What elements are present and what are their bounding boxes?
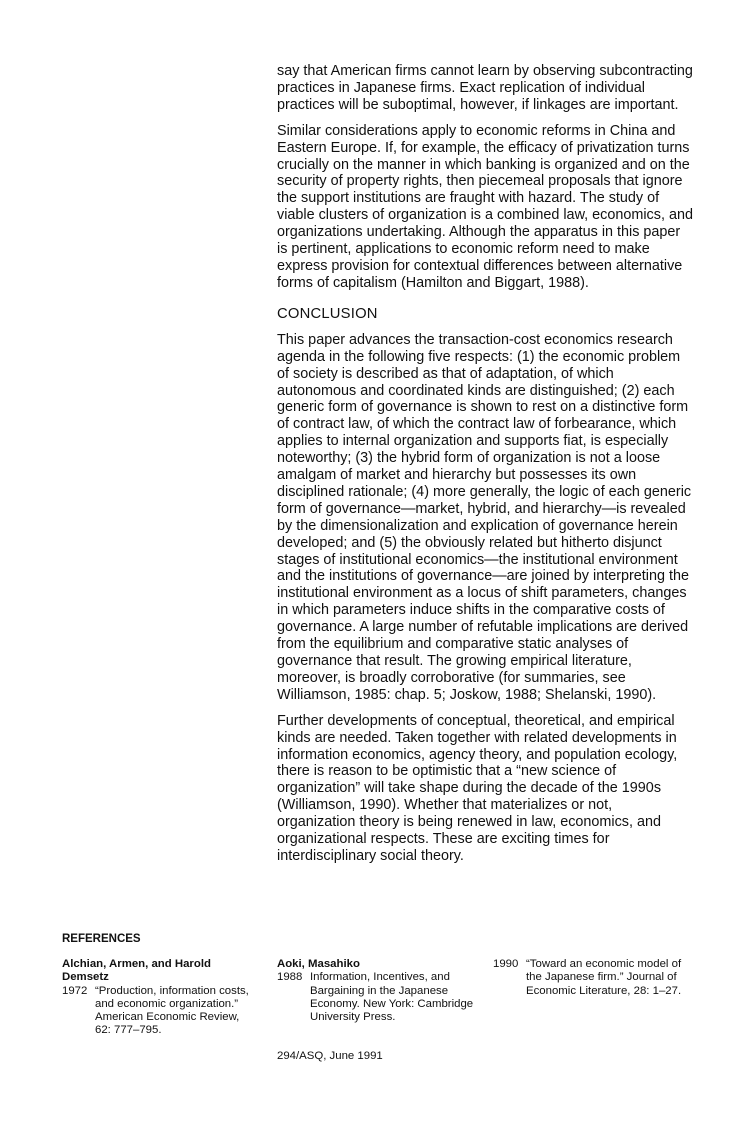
reference-text: “Toward an economic model of the Japanese firm.” Journal of Economic Literature, 28: 1–27. bbox=[526, 958, 682, 997]
reference-year: 1990 bbox=[493, 958, 519, 970]
reference-citation bbox=[277, 971, 477, 1024]
body-paragraph: Similar considerations apply to economic reforms in China and Eastern Europe. If, for example, the efficacy of privatization turns crucially on the manner in which banking is organized and on the security of property rights, then piecemeal proposals that ignore the support institutions are fraught with hazard. The study of viable clusters of organization is a combined law, economics, and organizations undertaking. Although the apparatus in this paper is pertinent, applications to economic reform need to make express provision for contextual differences between alternative forms of capitalism (Hamilton and Biggart, 1988). bbox=[277, 122, 693, 291]
reference-entry bbox=[493, 958, 698, 998]
reference-text: “Production, information costs, and economic organization.” American Economic Review, 62: 777–795. bbox=[95, 984, 249, 1037]
body-paragraph: say that American firms cannot learn by observing subcontracting practices in Japanese firms. Exact replication of individual practices will be suboptimal, however, if linkages are important. bbox=[277, 63, 693, 113]
journal-issue: ASQ, June 1991 bbox=[299, 1050, 383, 1062]
reference-citation bbox=[62, 985, 257, 1038]
reference-author: Aoki, Masahiko bbox=[277, 958, 360, 970]
reference-text: Information, Incentives, and Bargaining in the Japanese Economy. New York: Cambridge University Press. bbox=[310, 971, 474, 1024]
reference-entry bbox=[62, 958, 257, 1038]
reference-year: 1988 bbox=[277, 971, 303, 984]
reference-entry bbox=[277, 958, 477, 1024]
page-footer bbox=[277, 1050, 383, 1062]
reference-year: 1972 bbox=[62, 984, 88, 997]
reference-author: Alchian, Armen, and Harold Demsetz bbox=[62, 958, 211, 984]
reference-citation bbox=[493, 958, 698, 998]
conclusion-paragraph: This paper advances the transaction-cost economics research agenda in the following five respects: (1) the economic problem of society is described as that of adaptation, of which autonomous and coordinated kinds are distinguished; (2) each generic form of governance is shown to rest on a distinctive form of contract law, of which the contract law of forbearance, which applies to internal organization and supports fiat, is especially noteworthy; (3) the hybrid form of organization is not a loose amalgam of market and hierarchy but possesses its own disciplined rationale; (4) more generally, the logic of each generic form of governance—market, hybrid, and hierarchy—is revealed by the dimensionalization and explication of governance herein developed; and (5) the obviously related but hitherto disjunct stages of institutional economics—the institutional environment and the institutions of governance—are joined by interpreting the institutional environment as a locus of shift parameters, changes in which parameters induce shifts in the comparative costs of governance. A large number of refutable implications are derived from the equilibrium and comparative static analyses of governance that result. The growing empirical literature, moreover, is broadly corroborative (for summaries, see Williamson, 1985: chap. 5; Joskow, 1988; Shelanski, 1990). bbox=[277, 331, 692, 703]
conclusion-paragraph: Further developments of conceptual, theoretical, and empirical kinds are needed. Taken together with related developments in information economics, agency theory, and population ecology, there is reason to be optimistic that a “new science of organization” will take shape during the decade of the 1990s (Williamson, 1990). Whether that materializes or not, organization theory is being renewed in law, economics, and organizational respects. These are exciting times for interdisciplinary social theory. bbox=[277, 712, 678, 864]
conclusion-heading: CONCLUSION bbox=[277, 305, 378, 322]
references-heading: REFERENCES bbox=[62, 933, 141, 945]
page-number: 294/ bbox=[277, 1050, 300, 1062]
article-body bbox=[277, 63, 693, 865]
